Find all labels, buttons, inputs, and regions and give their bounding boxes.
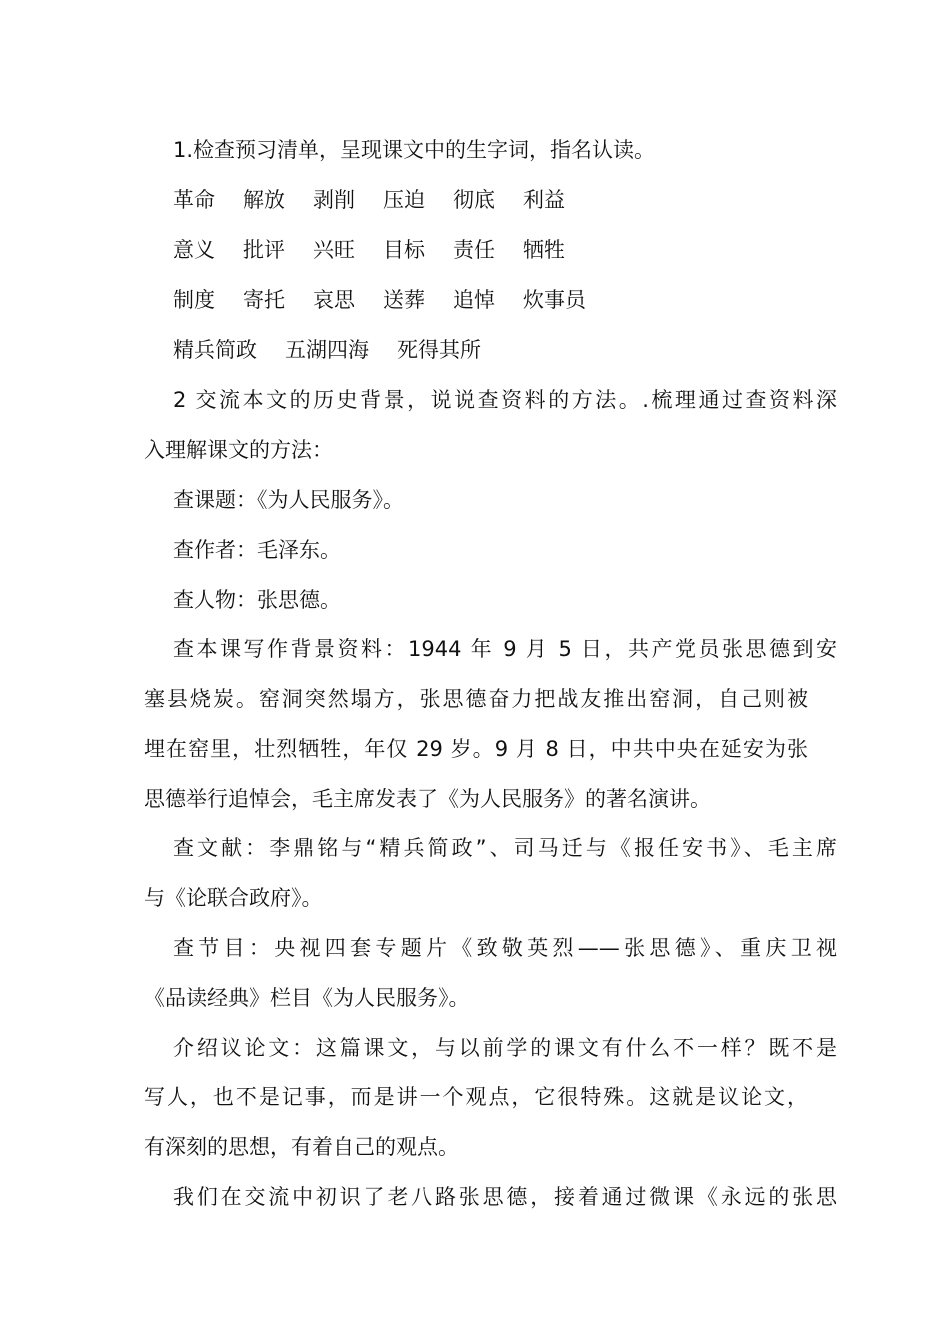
vocab-row-2 — [144, 235, 837, 265]
paragraph-argumentative-line-2: 写人，也不是记事，而是讲一个观点，它很特殊。这就是议论文， — [144, 1085, 808, 1109]
vocab-word: 制度 — [173, 288, 215, 312]
paragraph-programs-line-1: 查节目：央视四套专题片《致敬英烈——张思德》、重庆卫视 — [173, 936, 837, 960]
paragraph-check-preview: 1.检查预习清单，呈现课文中的生字词，指名认读。 — [173, 138, 656, 162]
vocab-word: 批评 — [243, 238, 285, 262]
paragraph-literature-line-2: 与《论联合政府》。 — [144, 886, 323, 910]
paragraph-background-line-2: 入理解课文的方法： — [144, 438, 333, 462]
paragraph-history-line-4: 思德举行追悼会，毛主席发表了《为人民服务》的著名演讲。 — [144, 787, 711, 811]
vocab-row-3 — [144, 285, 837, 315]
paragraph-argumentative-line-3: 有深刻的思想，有着自己的观点。 — [144, 1135, 459, 1159]
paragraph-author-lookup: 查作者：毛泽东。 — [173, 538, 341, 562]
paragraph-title-lookup: 查课题：《为人民服务》。 — [173, 488, 404, 512]
vocab-word: 兴旺 — [313, 238, 355, 262]
vocab-word: 牺牲 — [523, 238, 565, 262]
vocab-word: 寄托 — [243, 288, 285, 312]
vocab-row-4 — [144, 335, 837, 365]
vocab-word: 意义 — [173, 238, 215, 262]
paragraph-micro-lesson-line-1: 我们在交流中初识了老八路张思德，接着通过微课《永远的张思 — [173, 1185, 837, 1209]
paragraph-history-line-3: 埋在窑里，壮烈牺牲，年仅 29 岁。9 月 8 日，中共中央在延安为张 — [144, 737, 808, 761]
vocab-word: 剥削 — [313, 188, 355, 212]
vocab-row-1 — [144, 185, 837, 215]
vocab-word: 目标 — [383, 238, 425, 262]
vocab-word: 压迫 — [383, 188, 425, 212]
paragraph-background-line-1: 2 交流本文的历史背景，说说查资料的方法。.梳理通过查资料深 — [173, 388, 837, 412]
vocab-word: 革命 — [173, 188, 215, 212]
vocab-word: 解放 — [243, 188, 285, 212]
vocab-word: 炊事员 — [523, 288, 586, 312]
vocab-idiom: 精兵简政 — [173, 338, 257, 362]
vocab-word: 责任 — [453, 238, 495, 262]
paragraph-history-line-1: 查本课写作背景资料：1944 年 9 月 5 日，共产党员张思德到安 — [173, 637, 837, 661]
vocab-word: 利益 — [523, 188, 565, 212]
vocab-word: 彻底 — [453, 188, 495, 212]
vocab-idiom: 死得其所 — [397, 338, 481, 362]
vocab-idiom: 五湖四海 — [285, 338, 369, 362]
paragraph-programs-line-2: 《品读经典》栏目《为人民服务》。 — [144, 986, 470, 1010]
vocab-word: 追悼 — [453, 288, 495, 312]
paragraph-argumentative-line-1: 介绍议论文：这篇课文，与以前学的课文有什么不一样？既不是 — [173, 1036, 837, 1060]
paragraph-character-lookup: 查人物：张思德。 — [173, 588, 341, 612]
paragraph-literature-line-1: 查文献：李鼎铭与“精兵简政”、司马迁与《报任安书》、毛主席 — [173, 836, 837, 860]
paragraph-history-line-2: 塞县烧炭。窑洞突然塌方，张思德奋力把战友推出窑洞，自己则被 — [144, 687, 808, 711]
vocab-word: 送葬 — [383, 288, 425, 312]
vocab-word: 哀思 — [313, 288, 355, 312]
